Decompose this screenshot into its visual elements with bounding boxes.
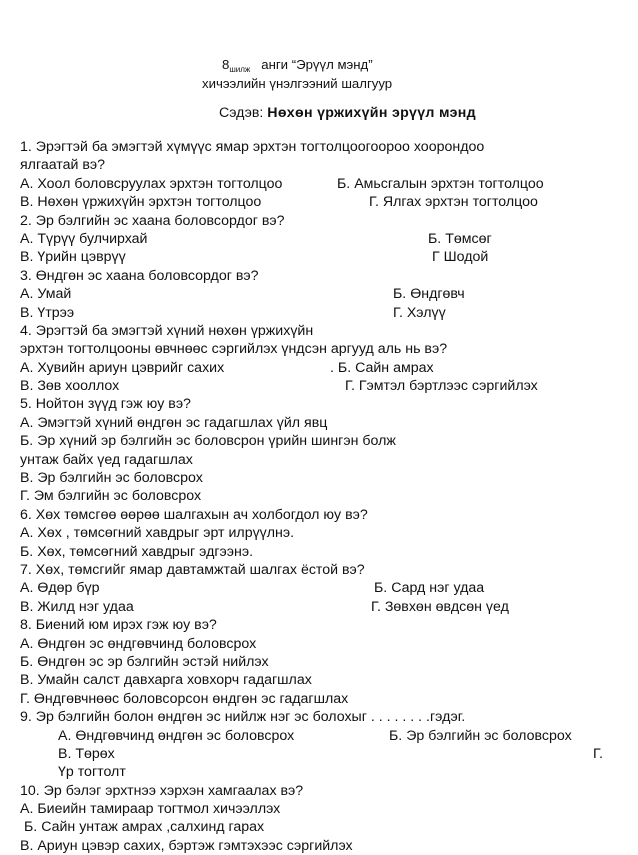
- text-line: [0, 377, 638, 395]
- text-line: [0, 635, 638, 653]
- line-text: В. Ариун цэвэр сахих, бэртэж гэмтэхээс сэргийлэх: [20, 837, 353, 854]
- line-text: Үр тогтолт: [58, 764, 126, 781]
- line-text: А. Хувийн ариун цэврийг сахих: [20, 359, 225, 376]
- line-text: В. Төрөх: [58, 745, 115, 762]
- text-line: [0, 506, 638, 524]
- line-text: А. Өдөр бүр: [20, 580, 100, 597]
- line-text: ялгаатай вэ?: [20, 157, 106, 174]
- text-line: [0, 818, 638, 836]
- line-text: Б. Сайн унтаж амрах ,салхинд гарах: [24, 819, 265, 836]
- line-text: А. Түрүү булчирхай: [20, 230, 148, 247]
- text-line: [0, 763, 638, 781]
- line-text-right: Б. Төмсөг: [428, 230, 492, 247]
- line-text: 3. Өндгөн эс хаана боловсордог вэ?: [20, 267, 259, 284]
- text-line: [0, 524, 638, 542]
- topic-label: Сэдэв:: [219, 105, 264, 121]
- text-line: [0, 304, 638, 322]
- text-line: [0, 432, 638, 450]
- grade-subscript: шилж: [229, 65, 251, 74]
- text-line: [0, 690, 638, 708]
- line-text: А. Умай: [20, 286, 72, 303]
- line-text: В. Эр бэлгийн эс боловсрох: [20, 470, 203, 487]
- line-text: Б. Өндгөн эс эр бэлгийн эстэй нийлэх: [20, 653, 269, 670]
- text-line: [0, 598, 638, 616]
- assessment-title: хичээлийн үнэлгээний шалгуур: [202, 76, 393, 91]
- line-text-right: Г. Ялгах эрхтэн тогтолцоо: [369, 194, 538, 211]
- questions-body: [0, 138, 638, 855]
- text-line: [0, 248, 638, 266]
- line-text-right: Г. Гэмтэл бэртлээс сэргийлэх: [345, 378, 538, 395]
- text-line: [0, 745, 638, 763]
- text-line: [0, 782, 638, 800]
- line-text: В. Зөв хооллох: [20, 378, 120, 395]
- text-line: [0, 138, 638, 156]
- text-line: [0, 800, 638, 818]
- topic-title: Нөхөн үржихүйн эрүүл мэнд: [267, 105, 476, 121]
- line-text-right: Г. Хэлүү: [393, 304, 446, 321]
- subject-line: анги “Эрүүл мэнд”: [261, 57, 373, 72]
- text-line: [0, 727, 638, 745]
- line-text: А. Эмэгтэй хүний өндгөн эс гадагшлах үйл явц: [20, 414, 328, 431]
- text-line: [0, 543, 638, 561]
- text-line: [0, 285, 638, 303]
- line-text: В. Жилд нэг удаа: [20, 598, 134, 615]
- text-line: [0, 414, 638, 432]
- line-text: А. Өндгөн эс өндгөвчинд боловсрох: [20, 635, 257, 652]
- text-line: [0, 156, 638, 174]
- line-text: В. Үрийн цэврүү: [20, 249, 126, 266]
- text-line: [0, 212, 638, 230]
- line-text-right: . Б. Сайн амрах: [330, 359, 434, 376]
- text-line: [0, 340, 638, 358]
- line-text: Б. Хөх, төмсөгний хавдрыг эдгээнэ.: [20, 543, 254, 560]
- line-text: А. Хөх , төмсөгний хавдрыг эрт илрүүлнэ.: [20, 525, 295, 542]
- line-text: 8. Биений юм ирэх гэж юу вэ?: [20, 617, 217, 634]
- line-text: 6. Хөх төмсгөө өөрөө шалгахын ач холбогдол юу вэ?: [20, 506, 368, 523]
- line-text: 10. Эр бэлэг эрхтнээ хэрхэн хамгаалах вэ?: [20, 782, 304, 799]
- line-text: унтаж байх үед гадагшлах: [20, 451, 193, 468]
- line-text: 1. Эрэгтэй ба эмэгтэй хүмүүс ямар эрхтэн тогтолцоогоороо хоорондоо: [20, 139, 485, 155]
- text-line: [0, 708, 638, 726]
- line-text-right: Г. Зөвхөн өвдсөн үед: [371, 598, 509, 615]
- topic-line: [219, 105, 476, 121]
- line-text: Г. Эм бэлгийн эс боловсрох: [20, 488, 202, 505]
- line-text: Б. Эр хүний эр бэлгийн эс боловсрон үрийн шингэн болж: [20, 433, 396, 450]
- line-text-right: Б. Өндгөвч: [393, 286, 465, 303]
- line-text: 7. Хөх, төмсгийг ямар давтамжтай шалгах ёстой вэ?: [20, 561, 365, 578]
- text-line: [0, 267, 638, 285]
- line-text: А. Өндгөвчинд өндгөн эс боловсрох: [58, 727, 295, 744]
- line-text: В. Нөхөн үржихүйн эрхтэн тогтолцоо: [20, 194, 262, 211]
- line-text: 9. Эр бэлгийн болон өндгөн эс нийлж нэг эс болохыг . . . . . . . .гэдэг.: [20, 709, 466, 726]
- line-text-right: Б. Амьсгалын эрхтэн тогтолцоо: [337, 175, 544, 192]
- text-line: [0, 579, 638, 597]
- line-text: А. Биеийн тамираар тогтмол хичээллэх: [20, 801, 281, 818]
- text-line: [0, 653, 638, 671]
- text-line: [0, 395, 638, 413]
- text-line: [0, 193, 638, 211]
- text-line: [0, 561, 638, 579]
- text-line: [0, 616, 638, 634]
- line-text: эрхтэн тогтолцооны өвчнөөс сэргийлэх үндсэн аргууд аль нь вэ?: [20, 341, 448, 358]
- line-text: 2. Эр бэлгийн эс хаана боловсордог вэ?: [20, 212, 285, 229]
- text-line: [0, 469, 638, 487]
- text-line: [0, 451, 638, 469]
- line-text: А. Хоол боловсруулах эрхтэн тогтолцоо: [20, 175, 283, 192]
- text-line: [0, 230, 638, 248]
- line-text-right: Г Шодой: [432, 249, 489, 266]
- text-line: [0, 837, 638, 855]
- text-line: [0, 175, 638, 193]
- line-text: 4. Эрэгтэй ба эмэгтэй хүний нөхөн үржихүйн: [20, 322, 314, 339]
- line-text-right: Б. Эр бэлгийн эс боловсрох: [389, 727, 572, 744]
- line-text: Г. Өндгөвчнөөс боловсорсон өндгөн эс гадагшлах: [20, 690, 349, 707]
- text-line: [0, 359, 638, 377]
- line-text: 5. Нойтон зүүд гэж юу вэ?: [20, 396, 191, 413]
- text-line: [0, 487, 638, 505]
- line-text-right: Б. Сард нэг удаа: [374, 580, 485, 597]
- grade-number: 8: [222, 57, 230, 72]
- text-line: [0, 322, 638, 340]
- line-text: В. Умайн салст давхарга ховхорч гадагшлах: [20, 672, 312, 689]
- text-line: [0, 671, 638, 689]
- line-text-right: Г.: [593, 745, 603, 762]
- line-text: В. Үтрээ: [20, 304, 75, 321]
- grade-line: [222, 57, 373, 74]
